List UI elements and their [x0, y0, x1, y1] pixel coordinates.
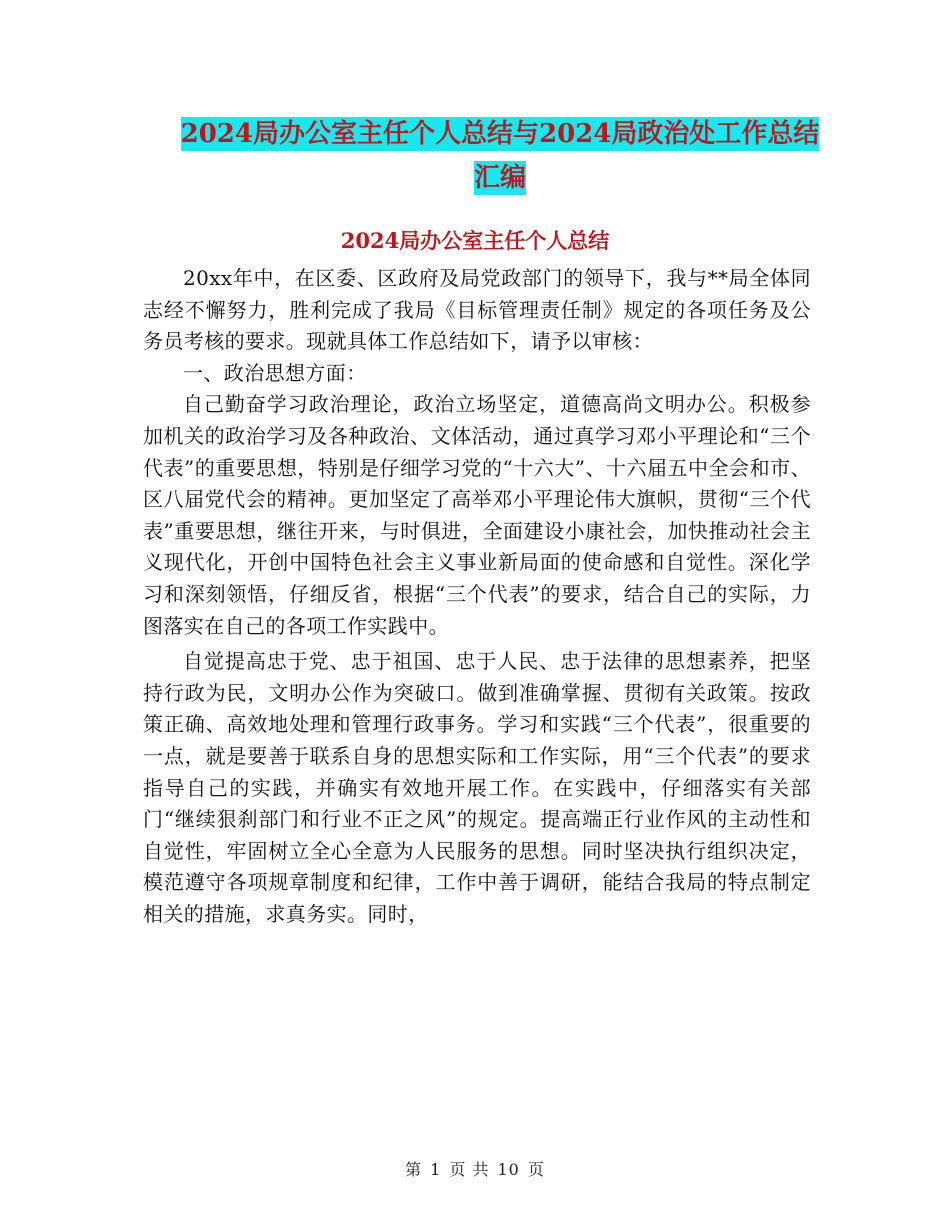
- page-footer: [0, 1157, 950, 1180]
- paragraph-intro: 20xx年中，在区委、区政府及局党政部门的领导下，我与**局全体同志经不懈努力，胜利完成了我局《目标管理责任制》规定的各项任务及公务员考核的要求。现就具体工作总结如下，请予以审核：: [143, 266, 811, 354]
- footer-mid: 页 共: [449, 1160, 490, 1179]
- footer-page-number: 1: [430, 1160, 442, 1179]
- document-title-line-2: 汇编: [473, 163, 526, 193]
- paragraph-conduct: 自觉提高忠于党、忠于祖国、忠于人民、忠于法律的思想素养，把坚持行政为民，文明办公作为突破口。做到准确掌握、贯彻有关政策。按政策正确、高效地处理和管理行政事务。学习和实践“三个代表”，很重要的一点，就是要善于联系自身的思想实际和工作实际，用“三个代表”的要求指导自己的实践，并确实有效地开展工作。在实践中，仔细落实有关部门“继续狠刹部门和行业不正之风”的规定。提高端正行业作风的主动性和自觉性，牢固树立全心全意为人民服务的思想。同时坚决执行组织决定，模范遵守各项规章制度和纪律，工作中善于调研，能结合我局的特点制定相关的措施，求真务实。同时，: [143, 649, 811, 926]
- footer-total-pages: 10: [497, 1160, 520, 1179]
- paragraph-study: 自己勤奋学习政治理论，政治立场坚定，道德高尚文明办公。积极参加机关的政治学习及各种政治、文体活动，通过真学习邓小平理论和“三个代表”的重要思想，特别是仔细学习党的“十六大”、十六届五中全会和市、区八届党代会的精神。更加坚定了高举邓小平理论伟大旗帜，贯彻“三个代表”重要思想，继往开来，与时俱进，全面建设小康社会，加快推动社会主义现代化，开创中国特色社会主义事业新局面的使命感和自觉性。深化学习和深刻领悟，仔细反省，根据“三个代表”的要求，结合自己的实际，力图落实在自己的各项工作实践中。: [143, 392, 811, 638]
- section-title: 2024局办公室主任个人总结: [340, 228, 610, 253]
- footer-suffix: 页: [527, 1160, 545, 1179]
- footer-prefix: 第: [405, 1160, 423, 1179]
- paragraph-heading-politics: 一、政治思想方面：: [183, 360, 367, 385]
- document-body: [143, 263, 811, 930]
- document-title-line-1: 2024局办公室主任个人总结与2024局政治处工作总结: [180, 119, 820, 149]
- document-title: [140, 112, 860, 200]
